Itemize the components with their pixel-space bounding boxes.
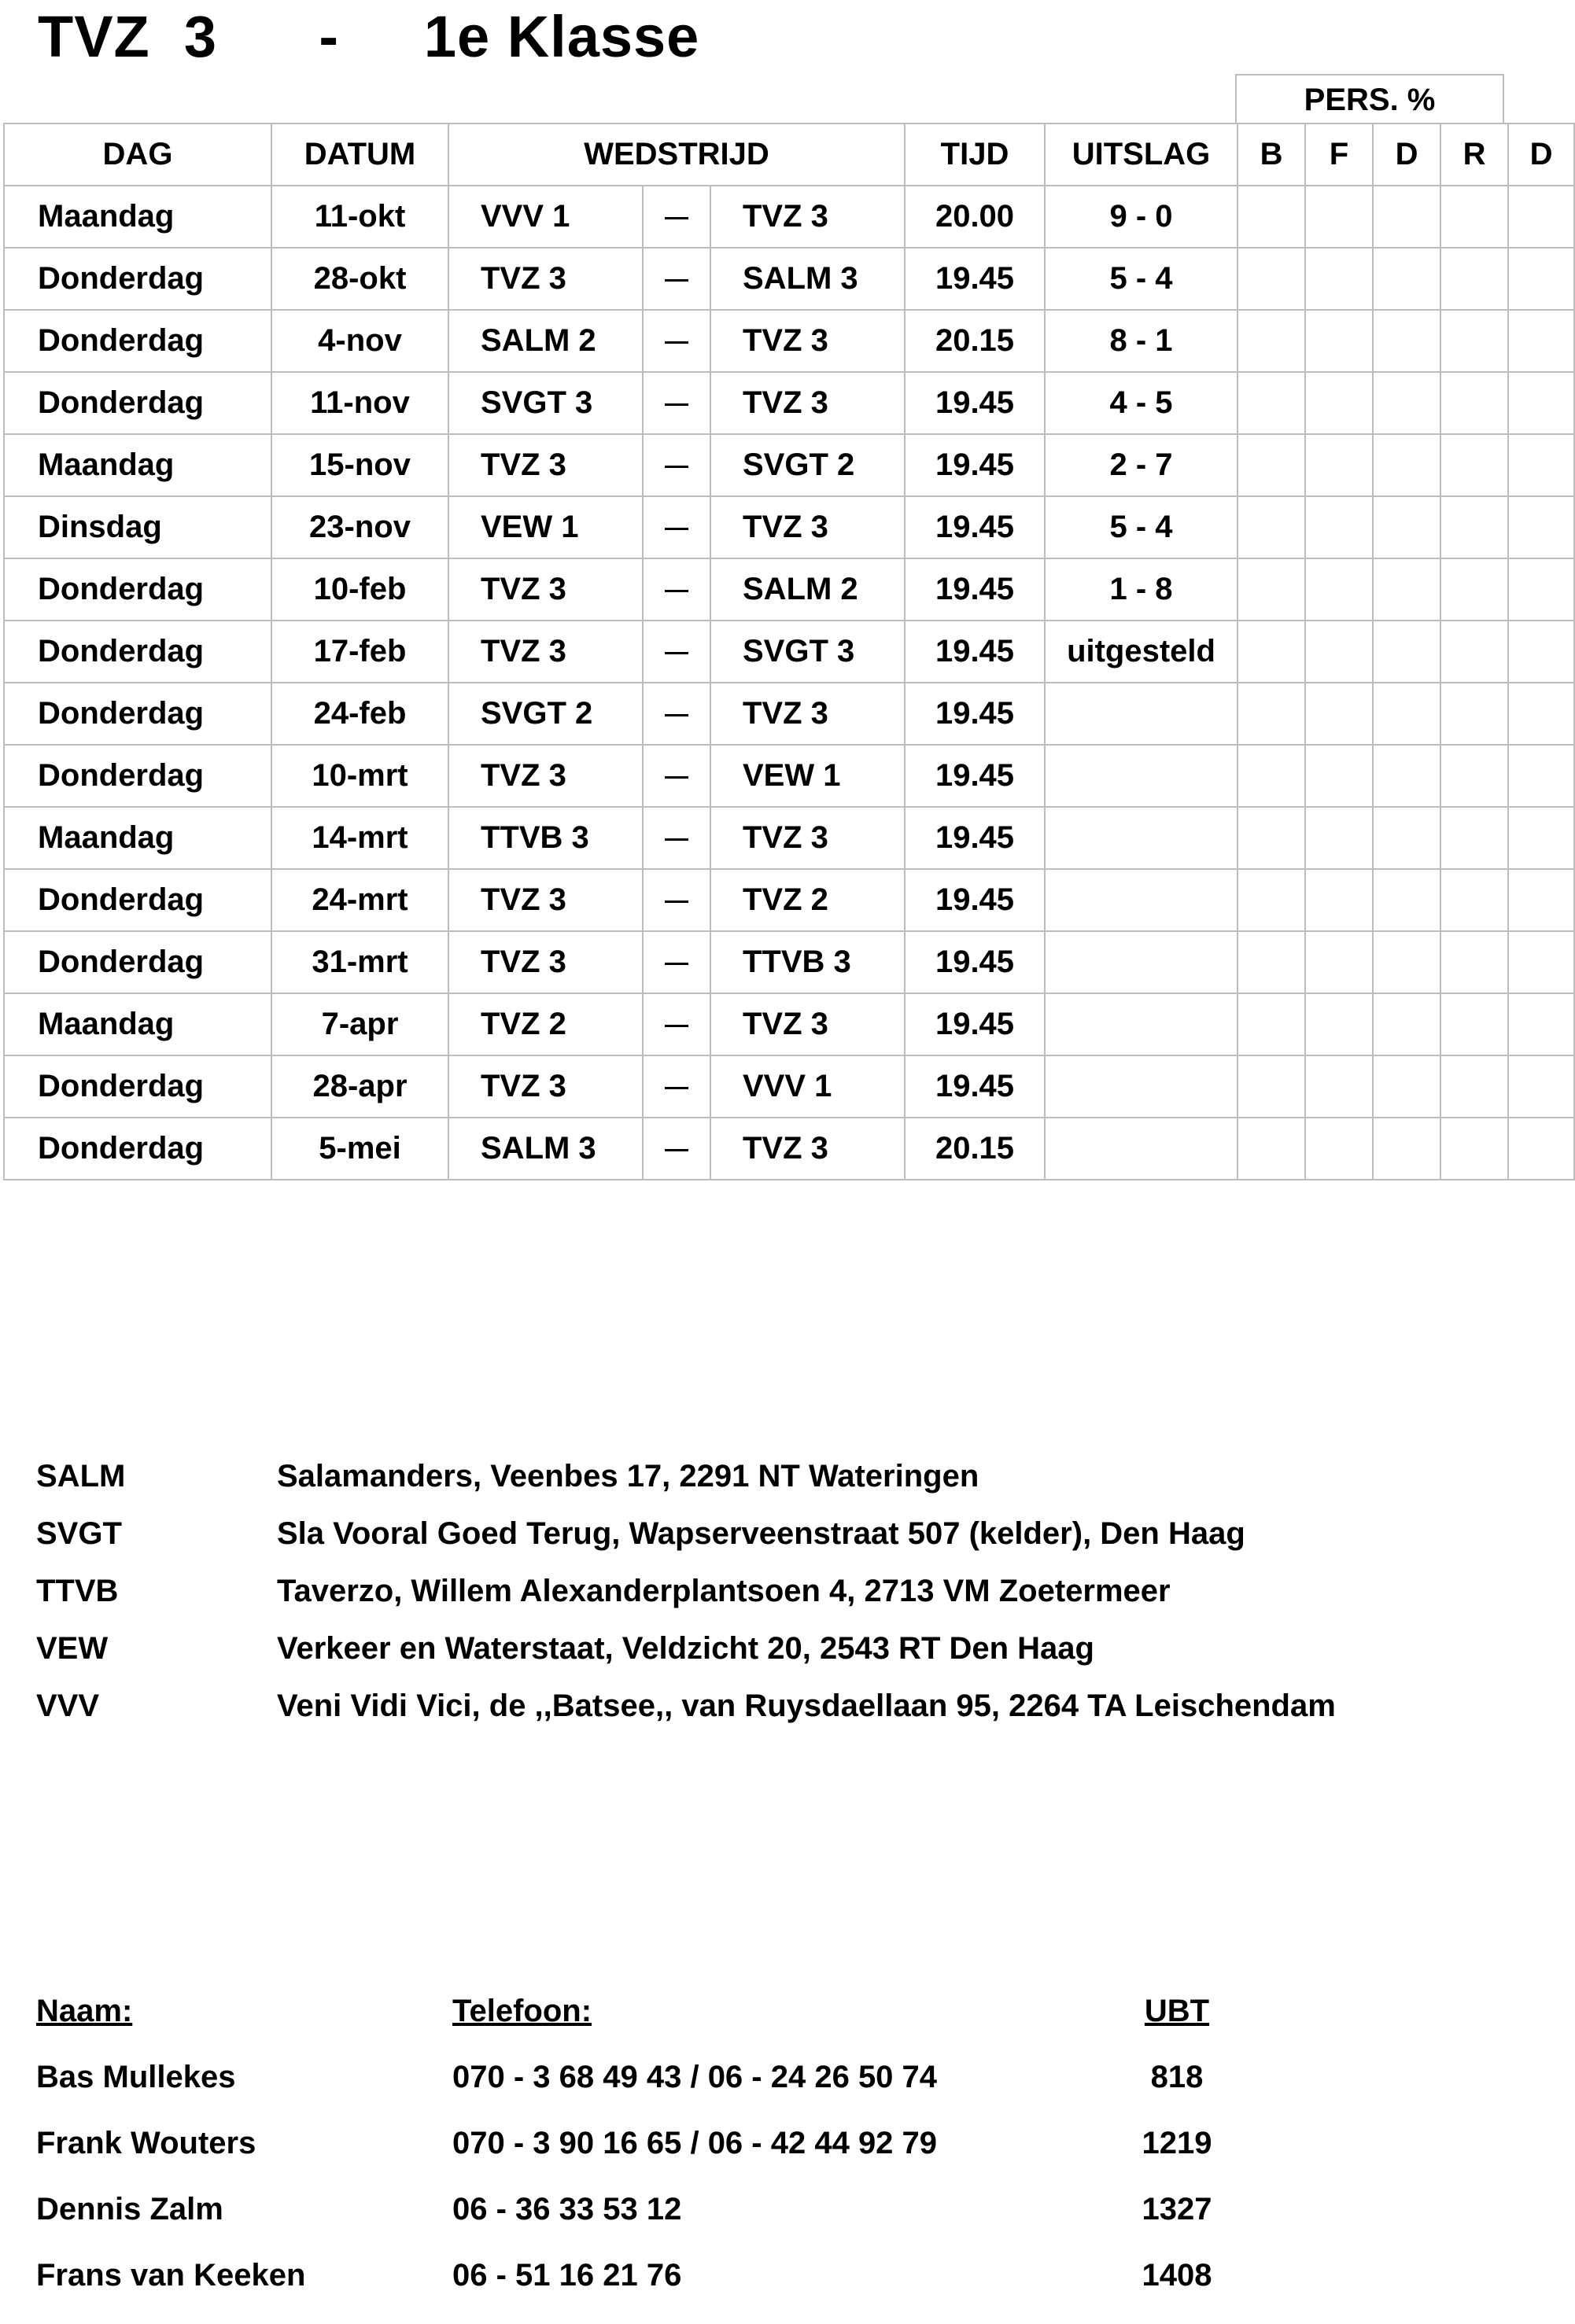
match-dash — [643, 683, 710, 745]
legend-abbreviation: SVGT — [36, 1516, 122, 1551]
score-f-cell — [1305, 434, 1373, 496]
match-tijd: 19.45 — [905, 372, 1045, 434]
match-home-team: TVZ 3 — [448, 434, 643, 496]
match-away-team: TVZ 3 — [710, 372, 905, 434]
match-away-team: TVZ 3 — [710, 1118, 905, 1180]
score-d2-cell — [1508, 496, 1574, 558]
match-dag: Donderdag — [4, 745, 271, 807]
match-home-team: VEW 1 — [448, 496, 643, 558]
score-r-cell — [1440, 807, 1508, 869]
match-dash — [643, 807, 710, 869]
score-b-cell — [1238, 186, 1305, 248]
dash-icon — [665, 714, 688, 716]
score-d2-cell — [1508, 807, 1574, 869]
contact-row — [36, 2126, 1531, 2192]
score-d-cell — [1373, 310, 1440, 372]
match-uitslag — [1045, 931, 1238, 993]
score-d-cell — [1373, 248, 1440, 310]
match-dash — [643, 434, 710, 496]
score-f-cell — [1305, 186, 1373, 248]
match-uitslag — [1045, 1055, 1238, 1118]
score-b-cell — [1238, 496, 1305, 558]
match-dag: Maandag — [4, 186, 271, 248]
score-d-cell — [1373, 745, 1440, 807]
table-header-row — [4, 123, 1574, 186]
match-home-team: TVZ 3 — [448, 248, 643, 310]
dash-icon — [665, 1149, 688, 1151]
table-row — [4, 496, 1574, 558]
page-title: TVZ 3 - 1e Klasse — [38, 4, 700, 69]
dash-icon — [665, 963, 688, 965]
score-f-cell — [1305, 558, 1373, 621]
match-tijd: 19.45 — [905, 621, 1045, 683]
score-f-cell — [1305, 621, 1373, 683]
match-dash — [643, 248, 710, 310]
score-b-cell — [1238, 248, 1305, 310]
table-row — [4, 621, 1574, 683]
header-d2: D — [1508, 123, 1574, 186]
match-home-team: SVGT 3 — [448, 372, 643, 434]
match-dash — [643, 558, 710, 621]
score-b-cell — [1238, 558, 1305, 621]
match-datum: 17-feb — [271, 621, 448, 683]
score-d-cell — [1373, 931, 1440, 993]
score-d-cell — [1373, 372, 1440, 434]
match-dash — [643, 931, 710, 993]
score-b-cell — [1238, 807, 1305, 869]
dash-icon — [665, 838, 688, 841]
score-b-cell — [1238, 993, 1305, 1055]
match-away-team: SVGT 3 — [710, 621, 905, 683]
match-datum: 10-feb — [271, 558, 448, 621]
table-row — [4, 310, 1574, 372]
match-home-team: TTVB 3 — [448, 807, 643, 869]
match-away-team: VVV 1 — [710, 1055, 905, 1118]
match-uitslag — [1045, 807, 1238, 869]
match-datum: 4-nov — [271, 310, 448, 372]
contact-phone: 070 - 3 90 16 65 / 06 - 42 44 92 79 — [452, 2126, 938, 2160]
match-uitslag: 2 - 7 — [1045, 434, 1238, 496]
match-schedule-table — [3, 123, 1575, 1180]
match-dash — [643, 993, 710, 1055]
match-away-team: VEW 1 — [710, 745, 905, 807]
match-uitslag — [1045, 1118, 1238, 1180]
table-row — [4, 558, 1574, 621]
table-row — [4, 807, 1574, 869]
score-d-cell — [1373, 186, 1440, 248]
score-r-cell — [1440, 993, 1508, 1055]
score-d-cell — [1373, 683, 1440, 745]
legend-description: Sla Vooral Goed Terug, Wapserveenstraat 507 (kelder), Den Haag — [277, 1516, 1245, 1551]
match-away-team: TVZ 3 — [710, 310, 905, 372]
score-r-cell — [1440, 621, 1508, 683]
score-d2-cell — [1508, 869, 1574, 931]
contact-ubt: 1327 — [1142, 2192, 1212, 2226]
match-tijd: 19.45 — [905, 993, 1045, 1055]
match-uitslag — [1045, 869, 1238, 931]
match-dag: Maandag — [4, 434, 271, 496]
pers-percentage-header: PERS. % — [1235, 74, 1504, 123]
match-away-team: SALM 3 — [710, 248, 905, 310]
match-dash — [643, 310, 710, 372]
match-dash — [643, 372, 710, 434]
table-row — [4, 993, 1574, 1055]
legend-description: Verkeer en Waterstaat, Veldzicht 20, 2543 RT Den Haag — [277, 1631, 1094, 1666]
match-dag: Donderdag — [4, 1118, 271, 1180]
contact-name: Frank Wouters — [36, 2126, 256, 2160]
match-datum: 24-mrt — [271, 869, 448, 931]
score-b-cell — [1238, 1055, 1305, 1118]
score-r-cell — [1440, 931, 1508, 993]
match-tijd: 20.00 — [905, 186, 1045, 248]
score-f-cell — [1305, 745, 1373, 807]
match-dag: Donderdag — [4, 558, 271, 621]
header-datum: DATUM — [271, 123, 448, 186]
legend-description: Veni Vidi Vici, de ,,Batsee,, van Ruysdaellaan 95, 2264 TA Leischendam — [277, 1689, 1336, 1723]
match-tijd: 19.45 — [905, 1055, 1045, 1118]
contact-row — [36, 2060, 1531, 2126]
match-tijd: 19.45 — [905, 496, 1045, 558]
score-d2-cell — [1508, 558, 1574, 621]
score-d2-cell — [1508, 931, 1574, 993]
match-tijd: 19.45 — [905, 248, 1045, 310]
score-r-cell — [1440, 372, 1508, 434]
score-d-cell — [1373, 869, 1440, 931]
legend-abbreviation: TTVB — [36, 1574, 119, 1608]
match-dag: Donderdag — [4, 310, 271, 372]
match-uitslag: uitgesteld — [1045, 621, 1238, 683]
match-dag: Donderdag — [4, 621, 271, 683]
match-home-team: VVV 1 — [448, 186, 643, 248]
score-f-cell — [1305, 993, 1373, 1055]
score-d-cell — [1373, 621, 1440, 683]
score-d2-cell — [1508, 1055, 1574, 1118]
score-r-cell — [1440, 1055, 1508, 1118]
header-dag: DAG — [4, 123, 271, 186]
match-uitslag: 9 - 0 — [1045, 186, 1238, 248]
score-f-cell — [1305, 1118, 1373, 1180]
score-d2-cell — [1508, 310, 1574, 372]
score-d2-cell — [1508, 434, 1574, 496]
score-f-cell — [1305, 869, 1373, 931]
match-home-team: SALM 3 — [448, 1118, 643, 1180]
score-f-cell — [1305, 807, 1373, 869]
match-home-team: TVZ 2 — [448, 993, 643, 1055]
score-b-cell — [1238, 310, 1305, 372]
legend-abbreviation: VVV — [36, 1689, 100, 1723]
legend-abbreviation: SALM — [36, 1459, 126, 1493]
match-uitslag: 8 - 1 — [1045, 310, 1238, 372]
match-dag: Donderdag — [4, 1055, 271, 1118]
match-away-team: TVZ 3 — [710, 993, 905, 1055]
match-datum: 14-mrt — [271, 807, 448, 869]
match-dash — [643, 745, 710, 807]
score-d2-cell — [1508, 621, 1574, 683]
dash-icon — [665, 279, 688, 282]
table-row — [4, 1055, 1574, 1118]
match-dag: Donderdag — [4, 248, 271, 310]
contact-name: Dennis Zalm — [36, 2192, 223, 2226]
dash-icon — [665, 1087, 688, 1089]
score-b-cell — [1238, 745, 1305, 807]
dash-icon — [665, 528, 688, 530]
header-wedstrijd: WEDSTRIJD — [448, 123, 905, 186]
contact-ubt: 1219 — [1142, 2126, 1212, 2160]
score-f-cell — [1305, 683, 1373, 745]
match-dag: Maandag — [4, 993, 271, 1055]
score-f-cell — [1305, 310, 1373, 372]
match-tijd: 19.45 — [905, 807, 1045, 869]
table-row — [4, 372, 1574, 434]
match-home-team: TVZ 3 — [448, 869, 643, 931]
match-uitslag: 4 - 5 — [1045, 372, 1238, 434]
score-f-cell — [1305, 1055, 1373, 1118]
match-datum: 7-apr — [271, 993, 448, 1055]
contact-row — [36, 2258, 1531, 2324]
match-away-team: TVZ 3 — [710, 496, 905, 558]
contacts-header-ubt: UBT — [1144, 1994, 1210, 2028]
header-d: D — [1373, 123, 1440, 186]
match-dash — [643, 869, 710, 931]
legend-abbreviation: VEW — [36, 1631, 109, 1666]
match-home-team: TVZ 3 — [448, 931, 643, 993]
score-r-cell — [1440, 434, 1508, 496]
score-d-cell — [1373, 496, 1440, 558]
match-away-team: SALM 2 — [710, 558, 905, 621]
match-tijd: 19.45 — [905, 558, 1045, 621]
score-r-cell — [1440, 683, 1508, 745]
match-datum: 11-nov — [271, 372, 448, 434]
table-row — [4, 434, 1574, 496]
contact-phone: 070 - 3 68 49 43 / 06 - 24 26 50 74 — [452, 2060, 938, 2094]
dash-icon — [665, 466, 688, 468]
match-dash — [643, 1118, 710, 1180]
legend-description: Taverzo, Willem Alexanderplantsoen 4, 2713 VM Zoetermeer — [277, 1574, 1171, 1608]
score-r-cell — [1440, 745, 1508, 807]
contact-row — [36, 2192, 1531, 2258]
match-datum: 11-okt — [271, 186, 448, 248]
score-b-cell — [1238, 1118, 1305, 1180]
score-b-cell — [1238, 434, 1305, 496]
score-r-cell — [1440, 1118, 1508, 1180]
contact-ubt: 1408 — [1142, 2258, 1212, 2293]
match-datum: 10-mrt — [271, 745, 448, 807]
score-f-cell — [1305, 931, 1373, 993]
dash-icon — [665, 403, 688, 406]
header-b: B — [1238, 123, 1305, 186]
score-d2-cell — [1508, 745, 1574, 807]
header-f: F — [1305, 123, 1373, 186]
score-d2-cell — [1508, 186, 1574, 248]
header-tijd: TIJD — [905, 123, 1045, 186]
match-datum: 23-nov — [271, 496, 448, 558]
contact-phone: 06 - 36 33 53 12 — [452, 2192, 682, 2226]
match-dash — [643, 1055, 710, 1118]
dash-icon — [665, 901, 688, 903]
match-datum: 15-nov — [271, 434, 448, 496]
contact-ubt: 818 — [1150, 2060, 1204, 2094]
match-home-team: TVZ 3 — [448, 621, 643, 683]
score-d-cell — [1373, 558, 1440, 621]
table-row — [4, 745, 1574, 807]
match-datum: 5-mei — [271, 1118, 448, 1180]
match-away-team: TVZ 2 — [710, 869, 905, 931]
contacts-header-naam: Naam: — [36, 1994, 133, 2028]
match-tijd: 19.45 — [905, 931, 1045, 993]
score-b-cell — [1238, 621, 1305, 683]
score-d-cell — [1373, 993, 1440, 1055]
match-home-team: SVGT 2 — [448, 683, 643, 745]
score-d2-cell — [1508, 1118, 1574, 1180]
match-uitslag — [1045, 745, 1238, 807]
match-uitslag: 1 - 8 — [1045, 558, 1238, 621]
match-away-team: SVGT 2 — [710, 434, 905, 496]
match-uitslag: 5 - 4 — [1045, 496, 1238, 558]
score-r-cell — [1440, 869, 1508, 931]
score-r-cell — [1440, 496, 1508, 558]
score-f-cell — [1305, 372, 1373, 434]
contact-name: Frans van Keeken — [36, 2258, 306, 2293]
score-r-cell — [1440, 186, 1508, 248]
score-d-cell — [1373, 807, 1440, 869]
match-tijd: 19.45 — [905, 434, 1045, 496]
match-home-team: TVZ 3 — [448, 1055, 643, 1118]
dash-icon — [665, 590, 688, 592]
dash-icon — [665, 776, 688, 779]
score-d2-cell — [1508, 372, 1574, 434]
match-dash — [643, 186, 710, 248]
match-dag: Donderdag — [4, 869, 271, 931]
header-uitslag: UITSLAG — [1045, 123, 1238, 186]
score-b-cell — [1238, 683, 1305, 745]
score-r-cell — [1440, 558, 1508, 621]
match-away-team: TTVB 3 — [710, 931, 905, 993]
dash-icon — [665, 341, 688, 344]
match-away-team: TVZ 3 — [710, 683, 905, 745]
dash-icon — [665, 217, 688, 219]
match-dag: Dinsdag — [4, 496, 271, 558]
dash-icon — [665, 652, 688, 654]
score-r-cell — [1440, 310, 1508, 372]
match-dash — [643, 621, 710, 683]
match-datum: 31-mrt — [271, 931, 448, 993]
match-tijd: 19.45 — [905, 683, 1045, 745]
table-row — [4, 248, 1574, 310]
contacts-list — [36, 1994, 1531, 2324]
table-row — [4, 869, 1574, 931]
match-dag: Donderdag — [4, 931, 271, 993]
score-r-cell — [1440, 248, 1508, 310]
score-f-cell — [1305, 496, 1373, 558]
match-dag: Donderdag — [4, 372, 271, 434]
score-d2-cell — [1508, 993, 1574, 1055]
match-tijd: 20.15 — [905, 1118, 1045, 1180]
match-dash — [643, 496, 710, 558]
score-d-cell — [1373, 1055, 1440, 1118]
match-tijd: 20.15 — [905, 310, 1045, 372]
table-row — [4, 186, 1574, 248]
table-row — [4, 931, 1574, 993]
score-d2-cell — [1508, 683, 1574, 745]
score-d-cell — [1373, 434, 1440, 496]
match-datum: 28-apr — [271, 1055, 448, 1118]
match-uitslag — [1045, 683, 1238, 745]
score-d2-cell — [1508, 248, 1574, 310]
match-uitslag: 5 - 4 — [1045, 248, 1238, 310]
match-home-team: TVZ 3 — [448, 558, 643, 621]
match-away-team: TVZ 3 — [710, 807, 905, 869]
dash-icon — [665, 1025, 688, 1027]
match-tijd: 19.45 — [905, 869, 1045, 931]
legend-description: Salamanders, Veenbes 17, 2291 NT Wateringen — [277, 1459, 979, 1493]
match-dag: Maandag — [4, 807, 271, 869]
match-datum: 24-feb — [271, 683, 448, 745]
score-b-cell — [1238, 931, 1305, 993]
contacts-header-row — [36, 1994, 1531, 2060]
score-b-cell — [1238, 869, 1305, 931]
contact-phone: 06 - 51 16 21 76 — [452, 2258, 682, 2293]
score-f-cell — [1305, 248, 1373, 310]
match-dag: Donderdag — [4, 683, 271, 745]
match-tijd: 19.45 — [905, 745, 1045, 807]
contact-name: Bas Mullekes — [36, 2060, 236, 2094]
match-home-team: TVZ 3 — [448, 745, 643, 807]
match-datum: 28-okt — [271, 248, 448, 310]
match-home-team: SALM 2 — [448, 310, 643, 372]
score-b-cell — [1238, 372, 1305, 434]
table-row — [4, 1118, 1574, 1180]
table-row — [4, 683, 1574, 745]
match-away-team: TVZ 3 — [710, 186, 905, 248]
contacts-header-telefoon: Telefoon: — [452, 1994, 592, 2028]
match-uitslag — [1045, 993, 1238, 1055]
header-r: R — [1440, 123, 1508, 186]
score-d-cell — [1373, 1118, 1440, 1180]
